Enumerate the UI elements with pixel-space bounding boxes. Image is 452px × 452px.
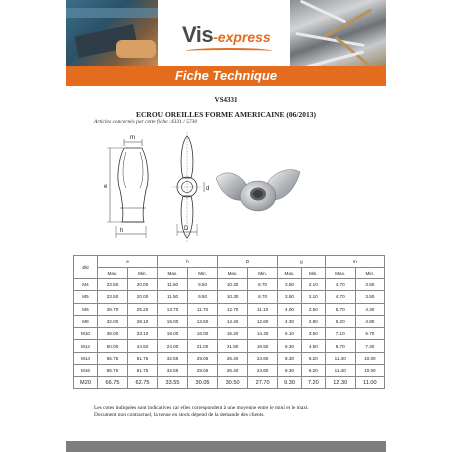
table-cell: 3.50 bbox=[278, 279, 302, 291]
table-cell: 4.00 bbox=[278, 303, 302, 315]
table-cell: 11.40 bbox=[325, 352, 355, 364]
table-row bbox=[74, 279, 385, 291]
table-cell: 12.60 bbox=[248, 315, 278, 327]
table-cell: 4.80 bbox=[355, 315, 384, 327]
column-header-max: Max. bbox=[278, 268, 302, 279]
column-header-diameter: Ød bbox=[74, 256, 98, 279]
column-header-max: Max. bbox=[158, 268, 188, 279]
table-cell: 4.70 bbox=[325, 279, 355, 291]
table-cell: 33.55 bbox=[158, 377, 188, 389]
table-cell: 2.80 bbox=[301, 315, 325, 327]
table-cell: 18.00 bbox=[158, 328, 188, 340]
product-reference: VS4331 bbox=[214, 96, 238, 104]
table-cell: 50.00 bbox=[98, 340, 128, 352]
cell-diameter: M12 bbox=[74, 340, 98, 352]
table-cell: 2.10 bbox=[301, 291, 325, 303]
header-photo-screws bbox=[290, 0, 386, 66]
table-cell: 21.50 bbox=[218, 340, 248, 352]
table-cell: 11.70 bbox=[188, 303, 218, 315]
table-cell: 32.55 bbox=[158, 352, 188, 364]
cell-diameter: M20 bbox=[74, 377, 98, 389]
column-group-h: h bbox=[158, 256, 218, 268]
table-cell: 62.75 bbox=[128, 377, 158, 389]
table-cell: 5.70 bbox=[355, 328, 384, 340]
table-cell: 7.30 bbox=[355, 340, 384, 352]
table-cell: 65.75 bbox=[98, 365, 128, 377]
table-cell: 11.10 bbox=[248, 303, 278, 315]
table-cell: 21.00 bbox=[188, 340, 218, 352]
table-cell: 3.50 bbox=[278, 291, 302, 303]
table-cell: 61.75 bbox=[128, 352, 158, 364]
table-cell: 8.30 bbox=[278, 365, 302, 377]
table-cell: 13.70 bbox=[158, 303, 188, 315]
table-cell: 9.50 bbox=[188, 279, 218, 291]
column-header-min: Min. bbox=[248, 268, 278, 279]
table-cell: 10.00 bbox=[355, 352, 384, 364]
table-cell: 32.00 bbox=[98, 315, 128, 327]
table-row bbox=[74, 303, 385, 315]
column-group-g: g bbox=[278, 256, 326, 268]
table-cell: 3.50 bbox=[355, 279, 384, 291]
table-cell: 32.55 bbox=[158, 365, 188, 377]
table-header-groups bbox=[74, 256, 385, 268]
table-cell: 61.75 bbox=[128, 365, 158, 377]
table-cell: 24.60 bbox=[248, 352, 278, 364]
table-cell: 12.30 bbox=[325, 377, 355, 389]
cell-diameter: M8 bbox=[74, 315, 98, 327]
table-cell: 16.20 bbox=[218, 328, 248, 340]
column-header-max: Max. bbox=[98, 268, 128, 279]
table-header-sub bbox=[74, 268, 385, 279]
column-header-min: Min. bbox=[188, 268, 218, 279]
table-cell: 23.50 bbox=[98, 291, 128, 303]
dim-label-e: e bbox=[104, 184, 108, 190]
table-cell: 7.10 bbox=[325, 328, 355, 340]
banner-title: Fiche Technique bbox=[174, 68, 278, 83]
table-cell: 11.50 bbox=[158, 279, 188, 291]
table-cell: 8.70 bbox=[325, 340, 355, 352]
table-cell: 27.70 bbox=[248, 377, 278, 389]
table-cell: 29.05 bbox=[188, 352, 218, 364]
table-cell: 3.50 bbox=[301, 328, 325, 340]
dim-label-h: h bbox=[120, 228, 124, 234]
table-cell: 2.50 bbox=[301, 303, 325, 315]
table-cell: 30.05 bbox=[188, 377, 218, 389]
table-cell: 14.40 bbox=[218, 315, 248, 327]
table-cell: 8.70 bbox=[248, 279, 278, 291]
table-cell: 4.30 bbox=[355, 303, 384, 315]
cell-diameter: M14 bbox=[74, 352, 98, 364]
column-header-min: Min. bbox=[301, 268, 325, 279]
table-row bbox=[74, 352, 385, 364]
dimension-table bbox=[73, 255, 385, 389]
cell-diameter: M10 bbox=[74, 328, 98, 340]
document-subtitle: Articles concernés par cette fiche :4331 / 5730 bbox=[94, 119, 198, 125]
table-cell: 44.50 bbox=[128, 340, 158, 352]
column-group-D: D bbox=[218, 256, 278, 268]
cell-diameter: M16 bbox=[74, 365, 98, 377]
table-cell: 8.70 bbox=[248, 291, 278, 303]
cell-diameter: M6 bbox=[74, 303, 98, 315]
table-body bbox=[74, 279, 385, 389]
table-cell: 26.40 bbox=[218, 352, 248, 364]
table-row bbox=[74, 291, 385, 303]
column-group-e: e bbox=[98, 256, 158, 268]
column-header-min: Min. bbox=[128, 268, 158, 279]
table-cell: 38.00 bbox=[98, 328, 128, 340]
table-cell: 26.40 bbox=[218, 365, 248, 377]
table-cell: 6.20 bbox=[301, 365, 325, 377]
table-cell: 11.50 bbox=[158, 291, 188, 303]
table-cell: 6.30 bbox=[278, 340, 302, 352]
table-cell: 20.00 bbox=[128, 279, 158, 291]
table-cell: 10.30 bbox=[218, 291, 248, 303]
table-cell: 11.40 bbox=[325, 365, 355, 377]
column-header-min: Min. bbox=[355, 268, 384, 279]
logo-main: Vis bbox=[182, 22, 214, 47]
table-cell: 16.00 bbox=[188, 328, 218, 340]
column-header-max: Max. bbox=[218, 268, 248, 279]
table-cell: 5.70 bbox=[325, 303, 355, 315]
table-cell: 28.70 bbox=[98, 303, 128, 315]
table-cell: 23.50 bbox=[98, 279, 128, 291]
table-cell: 3.50 bbox=[355, 291, 384, 303]
dim-label-m: m bbox=[130, 135, 135, 141]
footnote-line: Document non contractuel, la tenue en stock dépend de la demande des clients. bbox=[94, 412, 265, 418]
table-cell: 4.30 bbox=[278, 315, 302, 327]
column-header-max: Max. bbox=[325, 268, 355, 279]
table-cell: 30.50 bbox=[218, 377, 248, 389]
table-cell: 5.10 bbox=[278, 328, 302, 340]
table-row bbox=[74, 365, 385, 377]
table-row bbox=[74, 328, 385, 340]
column-group-m: m bbox=[325, 256, 384, 268]
table-cell: 66.75 bbox=[98, 377, 128, 389]
table-cell: 16.00 bbox=[158, 315, 188, 327]
table-row bbox=[74, 340, 385, 352]
table-cell: 12.70 bbox=[218, 303, 248, 315]
logo-suffix: -express bbox=[213, 29, 271, 45]
brand-logo bbox=[182, 22, 271, 48]
table-cell: 6.20 bbox=[325, 315, 355, 327]
table-row bbox=[74, 377, 385, 389]
table-cell: 29.05 bbox=[188, 365, 218, 377]
footnotes bbox=[94, 405, 309, 419]
footer-bar bbox=[66, 441, 386, 452]
table-cell: 24.00 bbox=[158, 340, 188, 352]
table-cell: 4.70 bbox=[325, 291, 355, 303]
document-title: ECROU OREILLES FORME AMERICAINE (06/2013) bbox=[135, 110, 316, 119]
table-cell: 65.75 bbox=[98, 352, 128, 364]
table-cell: 2.10 bbox=[301, 279, 325, 291]
dim-label-d: d bbox=[206, 186, 210, 192]
table-cell: 33.10 bbox=[128, 328, 158, 340]
table-cell: 4.50 bbox=[301, 340, 325, 352]
table-cell: 9.50 bbox=[188, 291, 218, 303]
banner bbox=[66, 66, 386, 86]
table-cell: 10.00 bbox=[355, 365, 384, 377]
table-cell: 20.00 bbox=[128, 291, 158, 303]
table-cell: 8.30 bbox=[278, 352, 302, 364]
table-cell: 11.00 bbox=[355, 377, 384, 389]
footnote-line: Les cotes indiquées sont indicatives car elles correspondent à une moyenne entre le mini et le maxi. bbox=[94, 405, 309, 411]
table-cell: 19.50 bbox=[248, 340, 278, 352]
top-view-drawing bbox=[162, 132, 212, 242]
table-cell: 9.30 bbox=[278, 377, 302, 389]
table-cell: 25.20 bbox=[128, 303, 158, 315]
logo-swoosh bbox=[186, 48, 272, 54]
table-row bbox=[74, 315, 385, 327]
cell-diameter: M5 bbox=[74, 291, 98, 303]
wing-nut-photo bbox=[212, 164, 304, 220]
table-cell: 10.30 bbox=[218, 279, 248, 291]
header-photo-tools bbox=[66, 0, 158, 66]
table-cell: 13.60 bbox=[188, 315, 218, 327]
dim-label-D: D bbox=[184, 226, 189, 232]
table-cell: 28.10 bbox=[128, 315, 158, 327]
table-cell: 14.40 bbox=[248, 328, 278, 340]
table-cell: 24.60 bbox=[248, 365, 278, 377]
cell-diameter: M4 bbox=[74, 279, 98, 291]
table-cell: 6.20 bbox=[301, 352, 325, 364]
table-cell: 7.20 bbox=[301, 377, 325, 389]
